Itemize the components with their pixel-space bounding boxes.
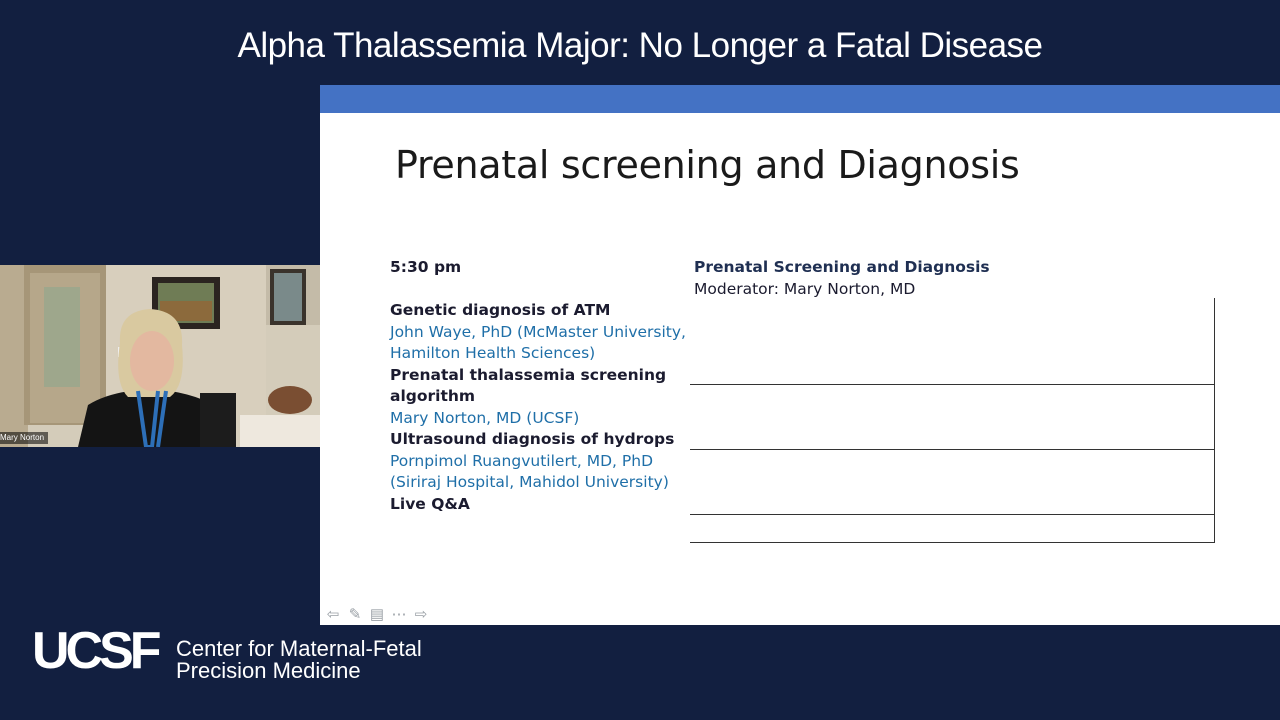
participant-name-label: Mary Norton [0,432,48,444]
slide-controls [324,605,430,623]
schedule-grid [690,298,1215,543]
center-name [176,638,422,682]
talk-title: Genetic diagnosis of ATM [390,301,611,319]
ucsf-logo [32,624,162,688]
talk-item [390,300,690,365]
talk-speaker: John Waye, PhD (McMaster University, Hamilton Health Sciences) [390,322,686,362]
grid-row-line [690,514,1215,515]
more-icon[interactable]: ⋯ [391,606,407,623]
talk-title: Ultrasound diagnosis of hydrops [390,430,675,448]
grid-row-line [690,384,1215,385]
session-title: Prenatal Screening and Diagnosis [694,258,990,276]
grid-border-right [1214,298,1215,543]
talk-speaker: Pornpimol Ruangvutilert, MD, PhD (Siriraj Hospital, Mahidol University) [390,451,669,491]
center-name-line1: Center for Maternal-Fetal [176,636,422,661]
slide-title: Prenatal screening and Diagnosis [395,143,1020,187]
slides-icon[interactable]: ▤ [369,606,385,623]
talk-item [390,365,690,430]
session-moderator: Moderator: Mary Norton, MD [694,280,916,298]
pen-icon[interactable]: ✎ [348,606,362,623]
center-name-line2: Precision Medicine [176,658,361,683]
talk-title: Live Q&A [390,494,470,513]
slide-header-bar [320,85,1280,113]
presentation-slide[interactable] [320,85,1280,625]
grid-row-line [690,542,1215,543]
talk-title: Prenatal thalassemia screening algorithm [390,365,667,405]
grid-row-line [690,449,1215,450]
ucsf-logo-text: UCSF [32,624,158,680]
session-time: 5:30 pm [390,258,462,276]
arrow-right-icon[interactable]: ⇨ [414,606,428,623]
talk-item [390,429,690,494]
talk-speaker: Mary Norton, MD (UCSF) [390,408,580,427]
arrow-left-icon[interactable]: ⇦ [326,606,340,623]
webcam-video[interactable] [0,265,320,447]
talk-list [390,300,690,515]
presentation-title: Alpha Thalassemia Major: No Longer a Fatal Disease [237,26,1043,65]
webcam-scene [0,265,320,447]
talk-item [390,494,690,516]
